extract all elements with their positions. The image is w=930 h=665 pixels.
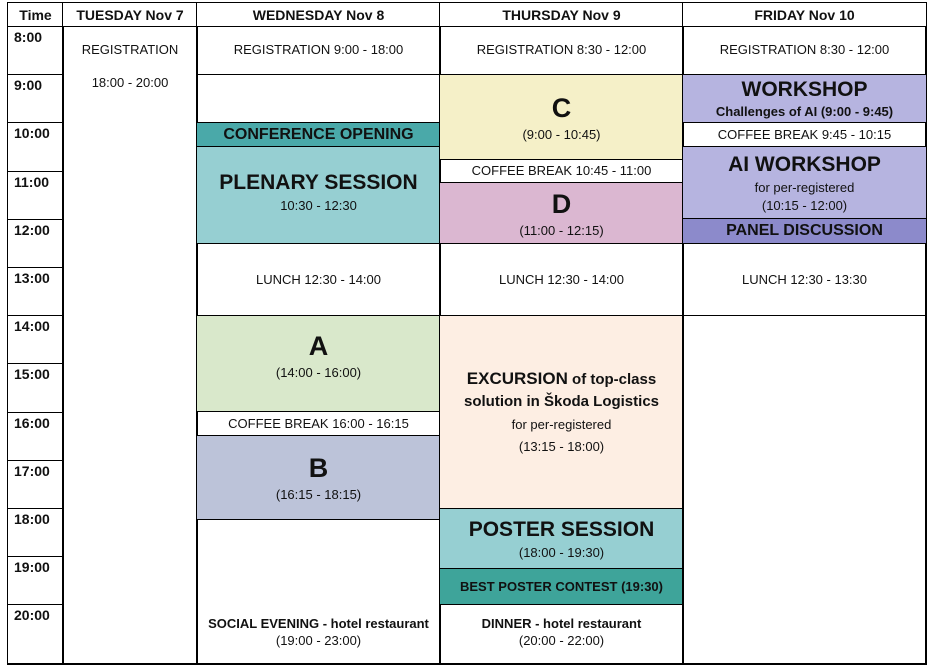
time-gridline [7,604,63,605]
grid-line [62,2,64,664]
time-label: 15:00 [14,366,50,382]
wed-a-time: (14:00 - 16:00) [275,365,362,381]
time-label: 13:00 [14,270,50,286]
wed-coffee-break [196,411,441,436]
time-gridline [7,171,63,172]
thu-dinner [439,604,684,664]
fri-panel-discussion [682,218,927,244]
time-gridline [7,267,63,268]
wed-a-title: A [308,331,329,361]
thu-excursion-line2: solution in Škoda Logistics [463,393,659,411]
thu-session-c [439,74,684,160]
thu-best-poster-contest [439,568,684,605]
thu-coffee-break [439,159,684,183]
tue-registration-time: 18:00 - 20:00 [91,75,169,90]
fri-registration-text: REGISTRATION 8:30 - 12:00 [719,42,890,58]
wed-conference-opening [196,122,441,147]
thu-c-time: (9:00 - 10:45) [522,127,601,143]
time-gridline [7,412,63,413]
wed-session-b [196,435,441,520]
wed-lunch [196,243,441,316]
header-thursday: THURSDAY Nov 9 [439,2,684,27]
thu-poster-time: (18:00 - 19:30) [518,544,605,560]
time-label: 10:00 [14,125,50,141]
thu-session-d [439,182,684,244]
time-gridline [7,219,63,220]
time-label: 14:00 [14,318,50,334]
header-tuesday: TUESDAY Nov 7 [62,2,198,27]
wed-plenary-time: 10:30 - 12:30 [280,198,357,214]
fri-panel-text: PANEL DISCUSSION [726,222,883,240]
time-gridline [7,26,63,27]
fri-ai-note: for per-registered [754,180,855,195]
time-label: 12:00 [14,222,50,238]
wed-coffee-text: COFFEE BREAK 16:00 - 16:15 [228,415,409,431]
time-label: 18:00 [14,511,50,527]
fri-lunch-text: LUNCH 12:30 - 13:30 [741,271,867,287]
thu-registration-text: REGISTRATION 8:30 - 12:00 [476,42,647,58]
wed-social-evening [196,519,441,664]
fri-coffee-break [682,122,927,147]
time-label: 20:00 [14,607,50,623]
tue-registration: REGISTRATION [81,42,179,57]
wed-social-text: SOCIAL EVENING - hotel restaurant [208,615,429,631]
header-wednesday: WEDNESDAY Nov 8 [196,2,441,27]
time-gridline [7,122,63,123]
thu-best-poster-text: BEST POSTER CONTEST (19:30) [460,578,663,594]
thu-excursion-title-rest: of top-class [567,371,657,389]
header-friday: FRIDAY Nov 10 [682,2,927,27]
wed-plenary-title: PLENARY SESSION [219,171,418,194]
fri-ai-title: AI WORKSHOP [728,152,881,176]
wed-social-time: (19:00 - 23:00) [275,633,362,649]
thu-poster-title: POSTER SESSION [468,517,655,541]
thu-excursion-title: EXCURSION [466,369,568,389]
time-gridline [7,315,63,316]
time-label: 19:00 [14,559,50,575]
thu-excursion-line1 [467,367,656,391]
fri-workshop-title: WORKSHOP [741,78,868,102]
fri-registration [682,26,927,75]
fri-ai-workshop [682,146,927,219]
thu-excursion-note: for per-registered [511,417,612,433]
thu-coffee-text: COFFEE BREAK 10:45 - 11:00 [471,163,652,179]
time-label: 9:00 [14,77,43,93]
wed-opening-text: CONFERENCE OPENING [223,125,414,143]
fri-workshop-sub: Challenges of AI (9:00 - 9:45) [715,103,894,119]
fri-coffee-text: COFFEE BREAK 9:45 - 10:15 [717,126,892,142]
thu-excursion [439,315,684,509]
time-label: 11:00 [14,174,50,190]
wed-registration [196,26,441,75]
thu-registration [439,26,684,75]
thu-c-title: C [551,93,572,123]
wed-b-time: (16:15 - 18:15) [275,487,362,503]
wed-lunch-text: LUNCH 12:30 - 14:00 [255,271,381,287]
time-gridline [7,556,63,557]
time-gridline [7,460,63,461]
thu-lunch [439,243,684,316]
wed-b-title: B [308,453,329,483]
time-gridline [7,508,63,509]
fri-ai-time: (10:15 - 12:00) [761,198,848,214]
fri-afternoon-empty [682,315,927,664]
time-gridline [7,363,63,364]
fri-lunch [682,243,927,316]
wed-registration-text: REGISTRATION 9:00 - 18:00 [233,42,404,58]
wed-session-a [196,315,441,412]
wed-plenary-session [196,146,441,244]
thu-poster-session [439,508,684,569]
time-label: 17:00 [14,463,50,479]
fri-workshop [682,74,927,123]
thu-lunch-text: LUNCH 12:30 - 14:00 [498,271,624,287]
time-gridline [7,74,63,75]
time-label: 8:00 [14,29,43,45]
header-time: Time [7,2,64,27]
thu-excursion-time: (13:15 - 18:00) [518,439,605,455]
thu-d-title: D [551,189,572,219]
thu-d-time: (11:00 - 12:15) [519,223,604,239]
thu-dinner-text: DINNER - hotel restaurant [481,615,642,631]
thu-dinner-time: (20:00 - 22:00) [518,633,605,649]
time-label: 16:00 [14,415,50,431]
